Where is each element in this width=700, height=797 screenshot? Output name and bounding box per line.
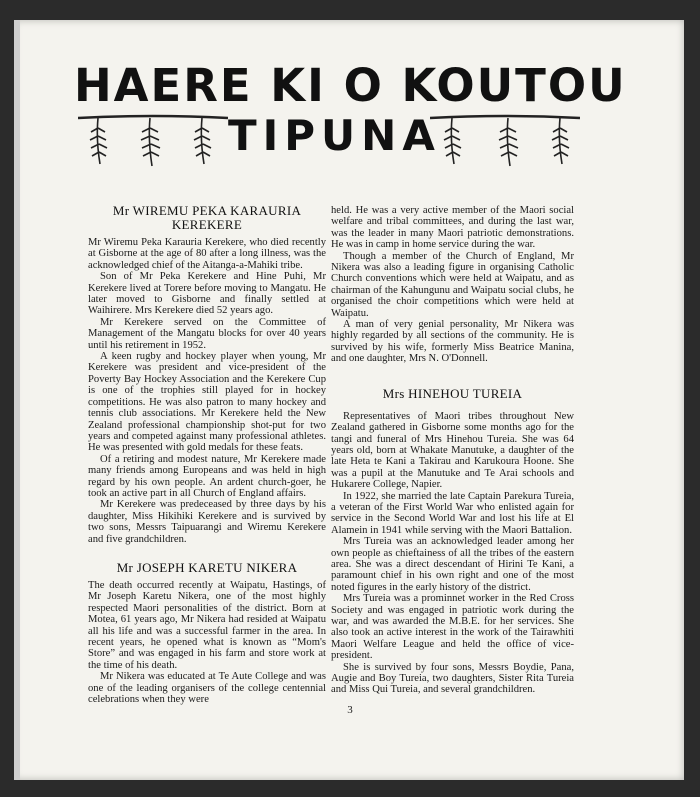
paragraph: held. He was a very active member of the Maori social welfare and tribal committees, and during the last war, was the leader in many Maori patriotic demonstrations. He was in camp in home service during the war. [331,205,574,251]
paragraph: Though a member of the Church of England, Mr Nikera was also a leading figure in organising Catholic Church conventions which were held at Waipatu, and as chairman of the Kahungunu and Waipatu social clubs, he organised the choir competitions which were held at Waipatu. [331,250,574,319]
paragraph: Mr Kerekere was predeceased by three days by his daughter, Miss Hikihiki Kerekere and is survived by two sons, Messrs Taipuarangi and Wiremu Kerekere and five grandchildren. [88,499,326,545]
paragraph: Mr Kerekere served on the Committee of Management of the Mangatu blocks for over 40 years until his retirement in 1952. [88,316,326,351]
paragraph: Son of Mr Peka Kerekere and Hine Puhi, Mr Kerekere lived at Torere before moving to Mangatu. He later moved to Gisborne and finally settled at Waihirere. Mrs Kerekere died 52 years ago. [88,271,326,317]
fern-decoration-icon [78,114,228,170]
page-heading-line-1: HAERE KI O KOUTOU [74,59,627,112]
paragraph: Mr Wiremu Peka Karauria Kerekere, who died recently at Gisborne at the age of 80 after a long illness, was the acknowledged chief of the Aitanga-a-Mahiki tribe. [88,237,326,271]
paragraph: Mr Nikera was educated at Te Aute College and was one of the leading organisers of the college centennial celebrations when they were [88,671,326,706]
paragraph: The death occurred recently at Waipatu, Hastings, of Mr Joseph Karetu Nikera, one of the most highly respected Maori personalities of the district. Born at Motea, 61 years ago, Mr Nikera had resided at Waipatu all his life and was a successful farmer in the area. In recent years, he opened what is known as “Mom's Store” and was engaged in his farm and store work at the time of his death. [88,579,326,671]
paragraph: A keen rugby and hockey player when young, Mr Kerekere was president and vice-president of the Poverty Bay Hockey Association and the Kerekere Cup is one of the trophies still played for in hockey competitions. He was also patron to many hockey and tennis club associations. Mr Kerekere held the New Zealand professional championship shot-put for two years and competed against many professional athletes. He was presented with gold medals for these feats. [88,351,326,454]
page-heading-line-2: TIPUNA [228,111,441,160]
page-binding-edge [14,20,20,780]
paragraph: She is survived by four sons, Messrs Boydie, Pana, Augie and Boy Tureia, two daughters, Sister Rita Tureia and Miss Qui Tureia, and several grandchildren. [331,661,574,696]
right-column [331,205,574,696]
fern-decoration-icon [430,114,580,170]
obituary-title-nikera: Mr JOSEPH KARETU NIKERA [116,559,298,575]
obituary-title-kerekere: Mr WIREMU PEKA KARAURIA KEREKERE [112,203,302,232]
paragraph: Mrs Tureia was a prominnet worker in the Red Cross Society and was engaged in patriotic work during the war, and was awarded the M.B.E. for her services. She also took an active interest in the work of the Tairawhiti Maori Welfare League and held the office of vice-president. [331,593,574,662]
obituary-title-tureia: Mrs HINEHOU TUREIA [382,385,523,401]
page-number: 3 [347,704,353,716]
paragraph: A man of very genial personality, Mr Nikera was highly regarded by all sections of the community. He is survived by his wife, formerly Miss Beatrice Manina, and one daughter, Mrs N. O'Donnell. [331,319,574,365]
paragraph: Mrs Tureia was an acknowledged leader among her own people as chieftainess of all the tribes of the eastern area. She was a direct descendant of Hirini Te Kani, a paramount chief in his own right and one of the most noted figures in the early history of the district. [331,536,574,593]
left-column [88,204,326,705]
paragraph: Of a retiring and modest nature, Mr Kerekere made many friends among Europeans and was held in high regard by his own people. An ardent church-goer, he took an active part in all Church of England affairs. [88,453,326,499]
paragraph: Representatives of Maori tribes throughout New Zealand gathered in Gisborne some months ago for the tangi and funeral of Mrs Hinehou Tureia. She was 64 years old, born at Whakate Manutuke, a daughter of the late Heta te Kani a Takirau and Karukoura Hoone. She was a pupil at the Manutuke and Te Arai schools and Hukarere College, Napier. [331,410,574,491]
paragraph: In 1922, she married the late Captain Parekura Tureia, a veteran of the First World War who enlisted again for service in the Second World War and lost his life at El Alamein in 1941 while serving with the Maori Battalion. [331,490,574,536]
